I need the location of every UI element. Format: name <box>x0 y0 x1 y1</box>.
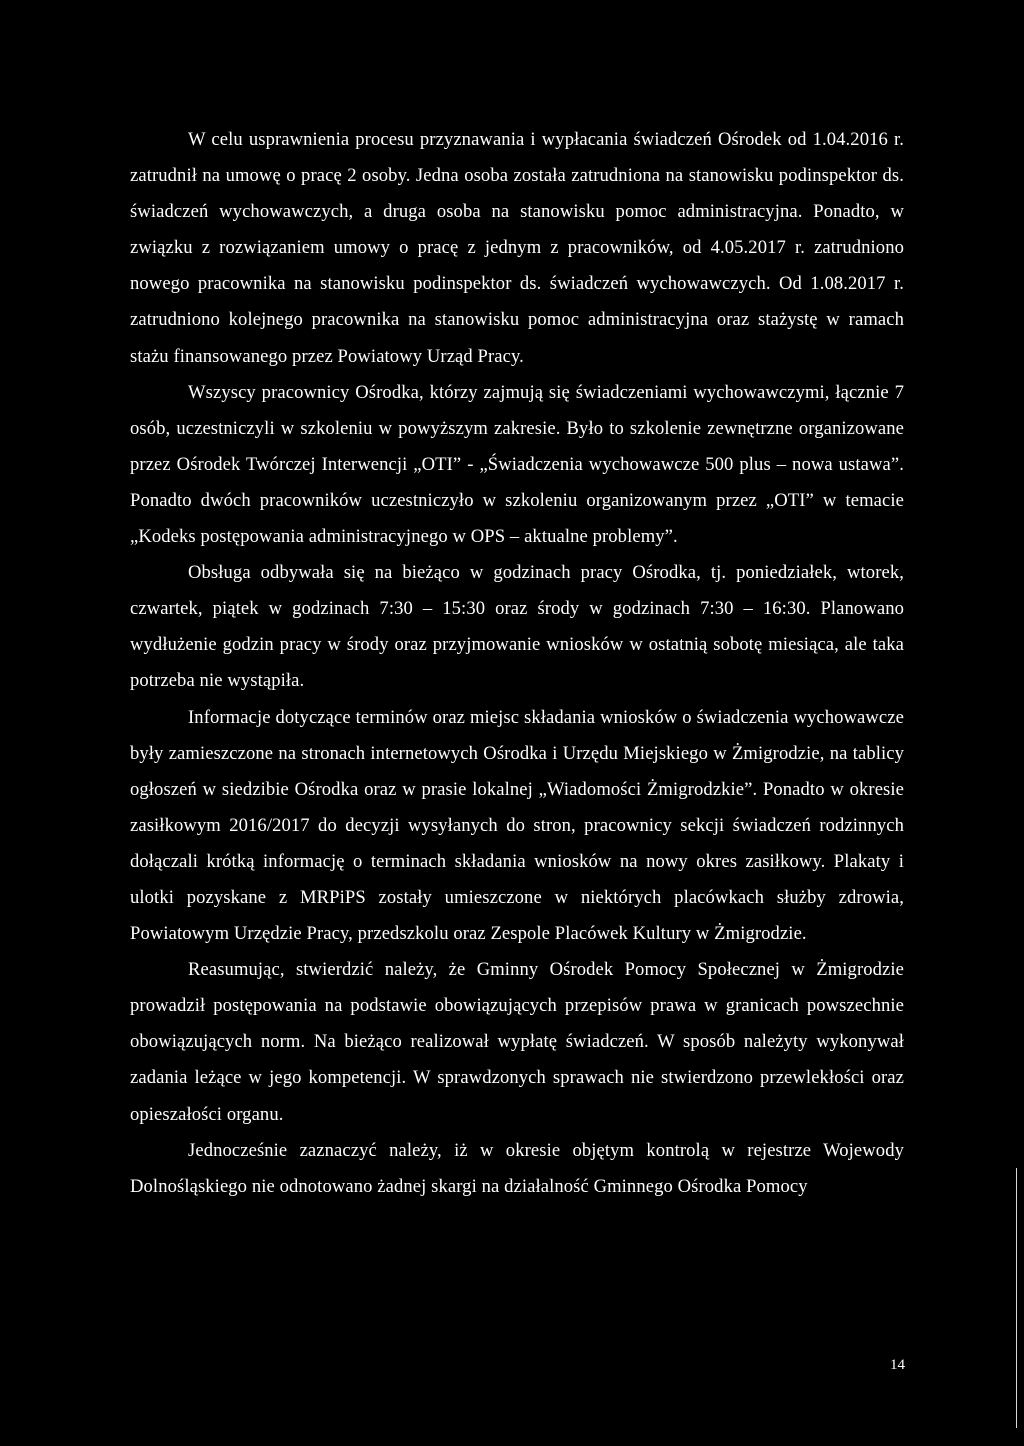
paragraph-complaints: Jednocześnie zaznaczyć należy, iż w okresie objętym kontrolą w rejestrze Wojewody Dolnośląskiego nie odnotowano żadnej skargi na działalność Gminnego Ośrodka Pomocy <box>130 1139 904 1197</box>
scan-edge-line <box>1016 1168 1017 1428</box>
paragraph-staffing: W celu usprawnienia procesu przyznawania i wypłacania świadczeń Ośrodek od 1.04.2016 r. zatrudnił na umowę o pracę 2 osoby. Jedna osoba została zatrudniona na stanowisku podinspektor ds. świadczeń wychowawczych, a druga osoba na stanowisku pomoc administracyjna. Ponadto, w związku z rozwiązaniem umowy o pracę z jednym z pracowników, od 4.05.2017 r. zatrudniono nowego pracownika na stanowisku podinspektor ds. świadczeń wychowawczych. Od 1.08.2017 r. zatrudniono kolejnego pracownika na stanowisku pomoc administracyjna oraz stażystę w ramach stażu finansowanego przez Powiatowy Urząd Pracy. <box>130 129 904 367</box>
paragraph-information: Informacje dotyczące terminów oraz miejsc składania wniosków o świadczenia wychowawcze były zamieszczone na stronach internetowych Ośrodka i Urzędu Miejskiego w Żmigrodzie, na tablicy ogłoszeń w siedzibie Ośrodka oraz w prasie lokalnej „Wiadomości Żmigrodzkie”. Ponadto w okresie zasiłkowym 2016/2017 do decyzji wysyłanych do stron, pracownicy sekcji świadczeń rodzinnych dołączali krótką informację o terminach składania wniosków na nowy okres zasiłkowy. Plakaty i ulotki pozyskane z MRPiPS zostały umieszczone w niektórych placówkach służby zdrowia, Powiatowym Urzędzie Pracy, przedszkolu oraz Zespole Placówek Kultury w Żmigrodzie. <box>130 706 904 945</box>
body-text <box>130 122 904 1205</box>
page-number: 14 <box>890 1357 905 1373</box>
paragraph-training: Wszyscy pracownicy Ośrodka, którzy zajmują się świadczeniami wychowawczymi, łącznie 7 osób, uczestniczyli w szkoleniu w powyższym zakresie. Było to szkolenie zewnętrzne organizowane przez Ośrodek Twórczej Interwencji „OTI” - „Świadczenia wychowawcze 500 plus – nowa ustawa”. Ponadto dwóch pracowników uczestniczyło w szkoleniu organizowanym przez „OTI” w temacie „Kodeks postępowania administracyjnego w OPS – aktualne problemy”. <box>130 381 904 548</box>
paragraph-office-hours: Obsługa odbywała się na bieżąco w godzinach pracy Ośrodka, tj. poniedziałek, wtorek, czwartek, piątek w godzinach 7:30 – 15:30 oraz środy w godzinach 7:30 – 16:30. Planowano wydłużenie godzin pracy w środy oraz przyjmowanie wniosków w ostatnią sobotę miesiąca, ale taka potrzeba nie wystąpiła. <box>130 562 904 692</box>
paragraph-summary: Reasumując, stwierdzić należy, że Gminny Ośrodek Pomocy Społecznej w Żmigrodzie prowadził postępowania na podstawie obowiązujących przepisów prawa w granicach powszechnie obowiązujących norm. Na bieżąco realizował wypłatę świadczeń. W sposób należyty wykonywał zadania leżące w jego kompetencji. W sprawdzonych sprawach nie stwierdzono przewlekłości oraz opieszałości organu. <box>130 959 904 1125</box>
